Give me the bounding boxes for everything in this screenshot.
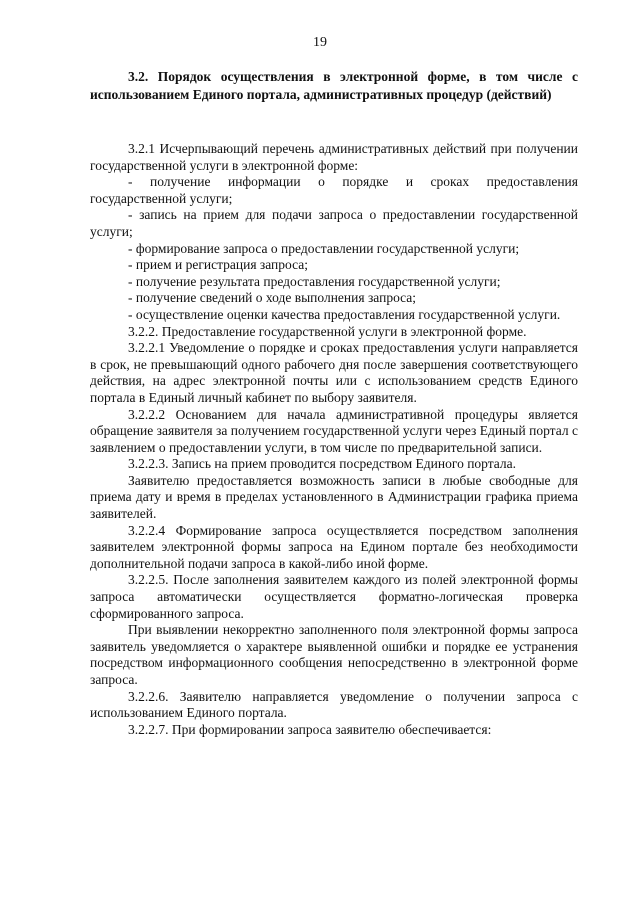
paragraph: 3.2.2. Предоставление государственной услуги в электронной форме. bbox=[128, 323, 527, 339]
body-text bbox=[90, 141, 578, 738]
paragraph: 3.2.2.7. При формировании запроса заявителю обеспечивается: bbox=[128, 721, 492, 737]
list-item: - получение информации о порядке и сроках предоставления государственной услуги; bbox=[90, 174, 578, 206]
section-heading: 3.2. Порядок осуществления в электронной форме, в том числе с использованием Единого портала, административных процедур (действий) bbox=[90, 69, 578, 102]
list-item: - формирование запроса о предоставлении государственной услуги; bbox=[128, 240, 520, 256]
list-item: - получение сведений о ходе выполнения запроса; bbox=[128, 290, 417, 306]
page-number: 19 bbox=[313, 35, 327, 50]
paragraph: 3.2.2.3. Запись на прием проводится посредством Единого портала. bbox=[128, 456, 517, 472]
paragraph: 3.2.1 Исчерпывающий перечень административных действий при получении государственной услуги в электронной форме: bbox=[90, 141, 578, 173]
list-item: - осуществление оценки качества предоставления государственной услуги. bbox=[128, 306, 561, 322]
paragraph: 3.2.2.1 Уведомление о порядке и сроках предоставления услуги направляется в срок, не превышающий одного рабочего дня после завершения соответствующего действия, на адрес электронной почты или с использованием средств Единого портала в Единый личный кабинет по выбору заявителя. bbox=[90, 340, 578, 405]
list-item: - получение результата предоставления государственной услуги; bbox=[128, 273, 501, 289]
paragraph: 3.2.2.6. Заявителю направляется уведомление о получении запроса с использованием Единого портала. bbox=[90, 688, 578, 721]
paragraph: 3.2.2.5. После заполнения заявителем каждого из полей электронной формы запроса автоматически осуществляется форматно-логическая проверка сформированного запроса. bbox=[90, 572, 578, 621]
paragraph: 3.2.2.2 Основанием для начала административной процедуры является обращение заявителя за получением государственной услуги через Единый портал с заявлением о предоставлении услуги, в том числе по предварительной записи. bbox=[90, 406, 578, 455]
paragraph: Заявителю предоставляется возможность записи в любые свободные для приема дату и время в пределах установленного в Администрации графика приема заявителей. bbox=[90, 472, 578, 522]
paragraph: 3.2.2.4 Формирование запроса осуществляется посредством заполнения заявителем электронной формы запроса на Едином портале без необходимости дополнительной подачи запроса в какой-либо иной форме. bbox=[90, 522, 578, 571]
paragraph: При выявлении некорректно заполненного поля электронной формы запроса заявитель уведомляется о характере выявленной ошибки и порядке ее устранения посредством информационного сообщения непосредственно в электронной форме запроса. bbox=[90, 622, 578, 687]
list-item: - прием и регистрация запроса; bbox=[128, 257, 309, 273]
list-item: - запись на прием для подачи запроса о предоставлении государственной услуги; bbox=[90, 207, 578, 239]
